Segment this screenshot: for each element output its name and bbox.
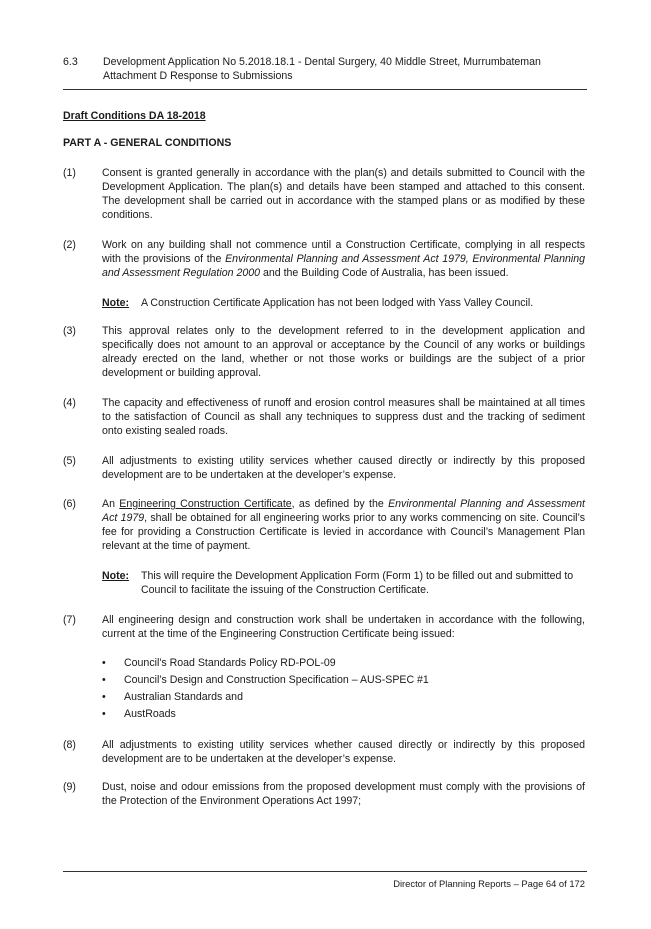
part-title: PART A - GENERAL CONDITIONS [63,137,232,149]
list-item [102,656,582,673]
condition-text: All engineering design and construction work shall be undertaken in accordance with the following, current at the time of the Engineering Construction Certificate being issued: [102,614,585,640]
bullet-icon: • [102,674,106,686]
condition-text: This approval relates only to the development referred to in the development application and specifically does not amount to an approval or acceptance by the Council of any works or buildings already erected on the land, whether or not those works or buildings are the subject of a prior development or building approval. [102,325,585,379]
condition-number: (3) [63,325,76,337]
list-item [102,673,582,690]
text-run: An [102,498,120,510]
standards-list [102,656,582,724]
header-line-2: Attachment D Response to Submissions [103,70,293,82]
bullet-icon: • [102,657,106,669]
condition-text: Dust, noise and odour emissions from the proposed development must comply with the provisions of the Protection of the Environment Operations Act 1997; [102,781,585,807]
footer-divider [63,871,587,872]
text-run: , as defined by the [291,498,389,510]
condition-6 [63,497,585,553]
condition-text [102,238,585,280]
condition-text: Consent is granted generally in accordance with the plan(s) and details submitted to Council with the Development Application. The plan(s) and details have been stamped and attached to this consent. The development shall be carried out in accordance with the stamped plans or as modified by these conditions. [102,167,585,221]
condition-1 [63,166,585,222]
note-text: This will require the Development Application Form (Form 1) to be filled out and submitted to Council to facilitate the issuing of the Construction Certificate. [141,570,574,596]
bullet-icon: • [102,708,106,720]
text-run: Work on any building shall not commence until a Construction Certificate, complying in all respects with the provisions of the [102,239,585,265]
condition-2 [63,238,585,280]
condition-number: (6) [63,498,76,510]
condition-number: (5) [63,455,76,467]
condition-number: (9) [63,781,76,793]
act-title: Environmental Planning and Assessment Act 1979 [102,498,585,524]
note-text: A Construction Certificate Application has not been lodged with Yass Valley Council. [141,297,534,309]
list-item [102,707,582,724]
note-condition-2 [102,296,585,310]
condition-7 [63,613,585,641]
bullet-icon: • [102,691,106,703]
condition-4 [63,396,585,438]
page-footer: Director of Planning Reports – Page 64 of 172 [393,878,585,889]
condition-text [102,497,585,553]
condition-number: (1) [63,167,76,179]
header-divider [63,89,587,90]
page-header [63,55,585,83]
document-title: Draft Conditions DA 18-2018 [63,110,206,122]
condition-text: The capacity and effectiveness of runoff and erosion control measures shall be maintained at all times to the satisfaction of Council as shall any techniques to suppress dust and the tracking of sediment onto existing sealed roads. [102,397,585,437]
list-item [102,690,582,707]
text-run: , shall be obtained for all engineering works prior to any works commencing on site. Council’s fee for providing a Construction Certificate is levied in accordance with Council’s Management Plan relevant at the time of payment. [102,512,585,552]
header-line-1: Development Application No 5.2018.18.1 - Dental Surgery, 40 Middle Street, Murrumbateman [103,56,541,68]
condition-number: (4) [63,397,76,409]
condition-9 [63,780,585,808]
note-condition-6 [102,569,585,597]
note-label: Note: [102,297,130,309]
condition-text: All adjustments to existing utility services whether caused directly or indirectly by this proposed development are to be undertaken at the developer’s expense. [102,739,585,765]
condition-number: (2) [63,239,76,251]
list-item-text: Australian Standards and [124,691,243,703]
list-item-text: Council's Road Standards Policy RD-POL-09 [124,657,336,669]
condition-3 [63,324,585,380]
condition-number: (8) [63,739,76,751]
list-item-text: AustRoads [124,708,176,720]
condition-text: All adjustments to existing utility services whether caused directly or indirectly by this proposed development are to be undertaken at the developer’s expense. [102,455,585,481]
text-run: and the Building Code of Australia, has been issued. [260,267,509,279]
engineering-certificate-term: Engineering Construction Certificate [119,498,292,510]
note-label: Note: [102,570,130,582]
condition-number: (7) [63,614,76,626]
list-item-text: Council’s Design and Construction Specification – AUS-SPEC #1 [124,674,429,686]
condition-8 [63,738,585,766]
condition-5 [63,454,585,482]
item-number: 6.3 [63,56,78,68]
act-title: Environmental Planning and Assessment Act 1979, Environmental Planning and Assessment Regulation 2000 [102,253,585,279]
